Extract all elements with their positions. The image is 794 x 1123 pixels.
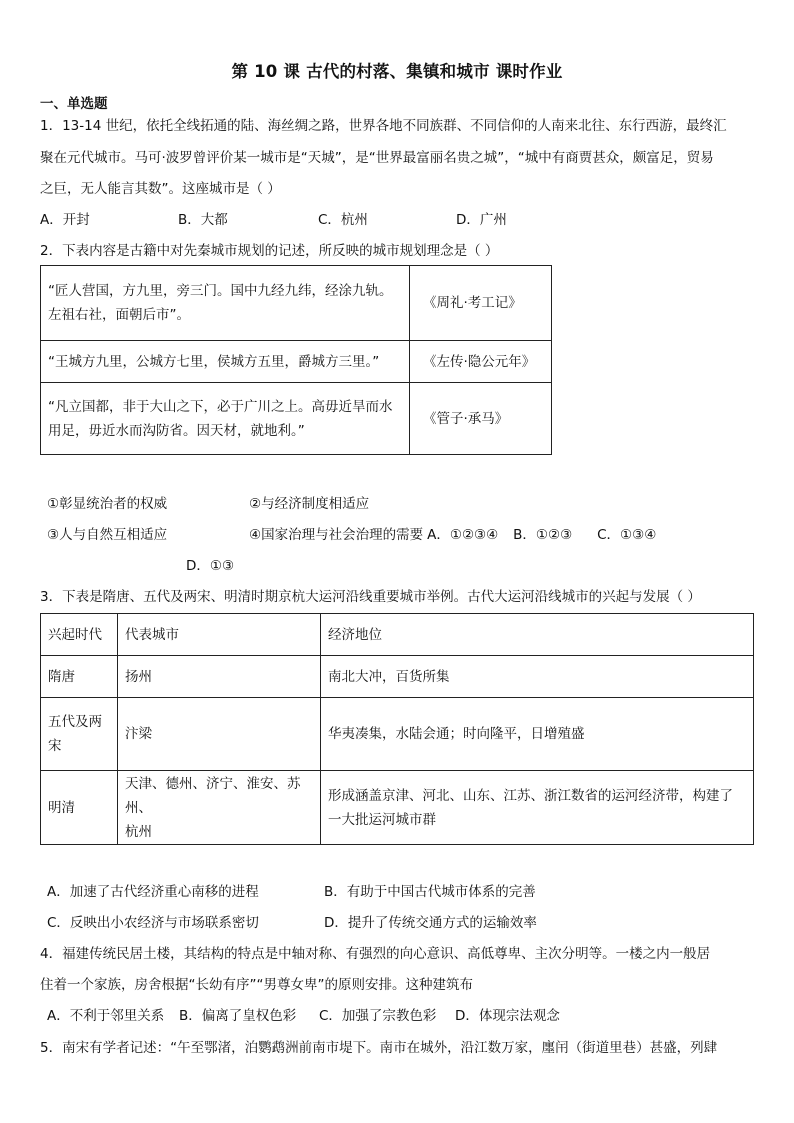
table-row xyxy=(41,266,552,341)
table-cell: 华夷凑集，水陆会通；时向隆平，日增殖盛 xyxy=(321,698,754,771)
q1-option-a[interactable]: A．开封 xyxy=(40,212,90,228)
table-row xyxy=(41,383,552,455)
q3-option-d[interactable]: D．提升了传统交通方式的运输效率 xyxy=(324,915,537,931)
table-cell: 扬州 xyxy=(118,656,321,698)
q1-options xyxy=(40,210,756,230)
q3-option-a[interactable]: A．加速了古代经济重心南移的进程 xyxy=(47,884,259,900)
table-row xyxy=(41,698,754,771)
table-cell: 《周礼·考工记》 xyxy=(410,266,552,341)
section-heading: 一、单选题 xyxy=(40,96,108,112)
q5-line: 5．南宋有学者记述：“午至鄂渚，泊鹦鹉洲前南市堤下。南市在城外，沿江数万家，廛闬（街道里巷）甚盛，列肆 xyxy=(40,1040,718,1056)
q2-item-1: ①彰显统治者的权威 xyxy=(47,496,168,512)
q3-options-row xyxy=(47,913,763,933)
q2-item-4: ④国家治理与社会治理的需要 xyxy=(249,527,424,543)
q3-canal-cities-table xyxy=(40,613,754,845)
table-cell: “匠人营国，方九里，旁三门。国中九经九纬，经涂九轨。 左祖右社，面朝后市”。 xyxy=(41,266,410,341)
q2-option-c[interactable]: C．①③④ xyxy=(597,527,657,543)
q4-options xyxy=(47,1006,763,1026)
table-cell: 南北大冲，百货所集 xyxy=(321,656,754,698)
table-row xyxy=(41,341,552,383)
q1-line: 聚在元代城市。马可·波罗曾评价某一城市是“天城”，是“世界最富丽名贵之城”，“城中有商贾甚众，颇富足，贸易 xyxy=(40,150,714,166)
table-cell: “王城方九里，公城方七里，侯城方五里，爵城方三里。” xyxy=(41,341,410,383)
table-cell: 隋唐 xyxy=(41,656,118,698)
q2-source-table xyxy=(40,265,552,455)
q2-item-3: ③人与自然互相适应 xyxy=(47,527,168,543)
q4-option-d[interactable]: D．体现宗法观念 xyxy=(455,1008,560,1024)
q2-items xyxy=(47,494,763,514)
q3-option-b[interactable]: B．有助于中国古代城市体系的完善 xyxy=(324,884,536,900)
table-header-row xyxy=(41,614,754,656)
table-header-cell: 经济地位 xyxy=(321,614,754,656)
table-row xyxy=(41,656,754,698)
q2-stem: 2．下表内容是古籍中对先秦城市规划的记述，所反映的城市规划理念是（ ） xyxy=(40,243,499,259)
table-cell: “凡立国都，非于大山之下，必于广川之上。高毋近旱而水 用足，毋近水而沟防省。因天材，就地利。” xyxy=(41,383,410,455)
q4-line: 4．福建传统民居土楼，其结构的特点是中轴对称、有强烈的向心意识、高低尊卑、主次分明等。一楼之内一般居 xyxy=(40,946,711,962)
table-cell: 明清 xyxy=(41,771,118,845)
table-row xyxy=(41,771,754,845)
q4-option-a[interactable]: A．不利于邻里关系 xyxy=(47,1008,165,1024)
table-cell: 天津、德州、济宁、淮安、苏州、 杭州 xyxy=(118,771,321,845)
q3-stem: 3．下表是隋唐、五代及两宋、明清时期京杭大运河沿线重要城市举例。古代大运河沿线城市的兴起与发展（ ） xyxy=(40,589,701,605)
table-header-cell: 代表城市 xyxy=(118,614,321,656)
table-cell: 汴梁 xyxy=(118,698,321,771)
table-cell: 形成涵盖京津、河北、山东、江苏、浙江数省的运河经济带，构建了 一大批运河城市群 xyxy=(321,771,754,845)
table-cell: 五代及两 宋 xyxy=(41,698,118,771)
q4-option-c[interactable]: C．加强了宗教色彩 xyxy=(319,1008,437,1024)
q3-option-c[interactable]: C．反映出小农经济与市场联系密切 xyxy=(47,915,259,931)
q1-line: 1．13-14 世纪，依托全线拓通的陆、海丝绸之路，世界各地不同族群、不同信仰的人南来北往、东行西游，最终汇 xyxy=(40,118,727,134)
table-cell: 《管子·承马》 xyxy=(410,383,552,455)
q2-option-d[interactable]: D．①③ xyxy=(186,558,235,574)
q1-option-c[interactable]: C．杭州 xyxy=(318,212,368,228)
q2-item-2: ②与经济制度相适应 xyxy=(249,496,370,512)
q4-option-b[interactable]: B．偏离了皇权色彩 xyxy=(179,1008,297,1024)
q1-option-b[interactable]: B．大都 xyxy=(178,212,228,228)
q2-option-b[interactable]: B．①②③ xyxy=(513,527,573,543)
page-title: 第 10 课 古代的村落、集镇和城市 课时作业 xyxy=(231,62,563,81)
q3-options-row xyxy=(47,882,763,902)
q2-option-a[interactable]: A．①②③④ xyxy=(427,527,499,543)
table-cell: 《左传·隐公元年》 xyxy=(410,341,552,383)
q4-line: 住着一个家族，房舍根据“长幼有序”“男尊女卑”的原则安排。这种建筑布 xyxy=(40,977,473,993)
q1-line: 之巨，无人能言其数”。这座城市是（ ） xyxy=(40,181,281,197)
q2-items-options xyxy=(47,525,763,545)
table-header-cell: 兴起时代 xyxy=(41,614,118,656)
q1-option-d[interactable]: D．广州 xyxy=(456,212,507,228)
